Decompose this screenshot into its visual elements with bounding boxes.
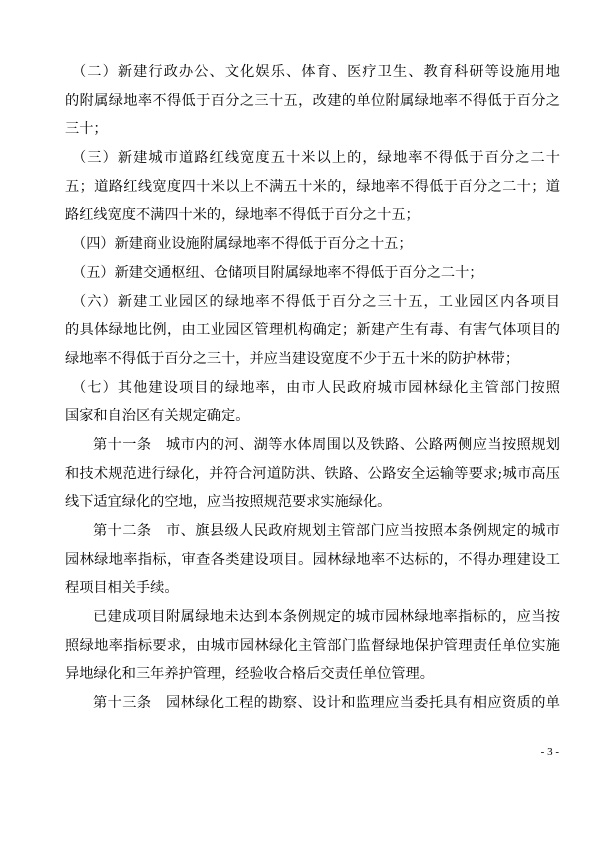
text-line: 已建成项目附属绿地未达到本条例规定的城市园林绿地率指标的，应当按: [93, 609, 560, 626]
text-line: 绿地率不得低于百分之三十，并应当建设宽度不少于五十米的防护林带；: [65, 350, 520, 367]
text-line: 第十三条 园林绿化工程的勘察、设计和监理应当委托具有相应资质的单: [93, 695, 560, 712]
text-line: （二）新建行政办公、文化娱乐、体育、医疗卫生、教育科研等设施用地: [72, 64, 560, 80]
text-line: 的具体绿地比例，由工业园区管理机构确定；新建产生有毒、有害气体项目的: [65, 322, 560, 339]
text-line: 五；道路红线宽度四十米以上不满五十米的，绿地率不得低于百分之二十；道: [65, 178, 560, 195]
text-line: 异地绿化和三年养护管理，经验收合格后交责任单位管理。: [65, 666, 434, 683]
paragraph-item-4: [65, 230, 560, 259]
text-line: 国家和自治区有关规定确定。: [65, 408, 250, 425]
text-line: 照绿地率指标要求，由城市园林绿化主管部门监督绿地保护管理责任单位实施: [65, 637, 560, 654]
text-line: 线下适宜绿化的空地，应当按照规范要求实施绿化。: [65, 494, 392, 511]
page-number: - 3 -: [540, 746, 559, 758]
text-line: 园林绿地率指标，审查各类建设项目。园林绿地率不达标的，不得办理建设工: [65, 551, 560, 568]
paragraph-item-3: [65, 144, 560, 230]
text-line: 三十；: [65, 121, 108, 138]
text-line: 路红线宽度不满四十米的，绿地率不得低于百分之十五；: [65, 207, 420, 224]
text-line: 的附属绿地率不得低于百分之三十五，改建的单位附属绿地率不得低于百分之: [65, 92, 560, 109]
paragraph-item-6: [65, 288, 560, 374]
article-12-paragraph-2: [65, 603, 560, 689]
text-line: 和技术规范进行绿化，并符合河道防洪、铁路、公路安全运输等要求;城市高压: [65, 465, 560, 482]
text-line: （五）新建交通枢纽、仓储项目附属绿地率不得低于百分之二十；: [72, 264, 484, 281]
paragraph-item-2: [65, 58, 560, 144]
text-line: （三）新建城市道路红线宽度五十米以上的，绿地率不得低于百分之二十: [72, 150, 560, 167]
text-line: 第十一条 城市内的河、湖等水体周围以及铁路、公路两侧应当按照规划: [93, 436, 560, 453]
text-line: 第十二条 市、旗县级人民政府规划主管部门应当按照本条例规定的城市: [93, 523, 560, 539]
article-11: [65, 431, 560, 517]
text-line: （七）其他建设项目的绿地率，由市人民政府城市园林绿化主管部门按照: [72, 379, 560, 396]
text-line: （六）新建工业园区的绿地率不得低于百分之三十五，工业园区内各项目: [72, 293, 560, 310]
paragraph-item-5: [65, 259, 560, 288]
text-line: （四）新建商业设施附属绿地率不得低于百分之十五；: [72, 236, 413, 253]
paragraph-item-7: [65, 374, 560, 431]
document-body: [65, 58, 560, 718]
article-13: [65, 689, 560, 718]
text-line: 程项目相关手续。: [65, 580, 179, 597]
article-12: [65, 517, 560, 603]
